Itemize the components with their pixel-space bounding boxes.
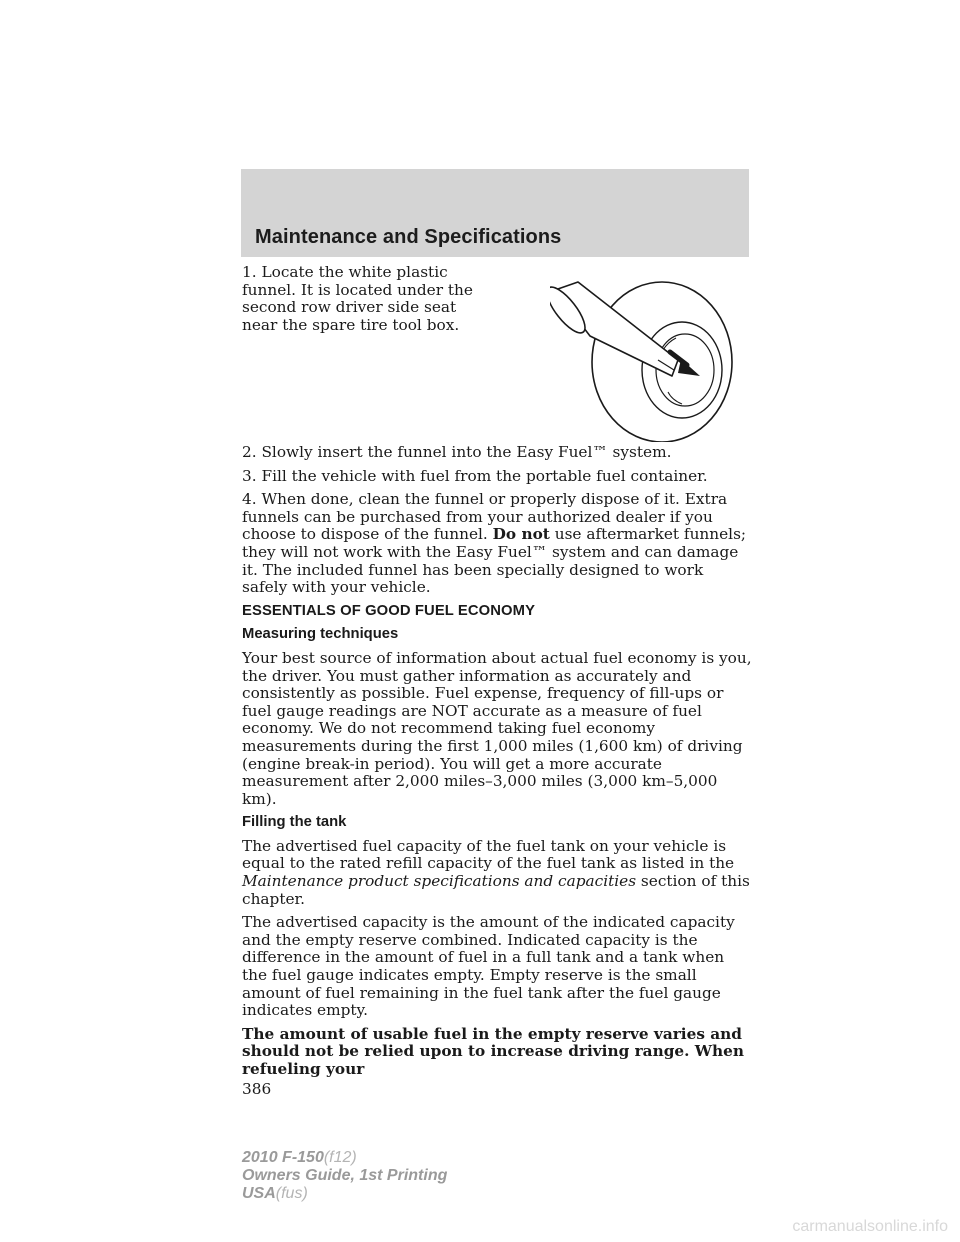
footer-market-line <box>242 1185 447 1203</box>
section-header-band <box>241 169 749 257</box>
filling-text <box>242 838 752 908</box>
step-3-text: 3. Fill the vehicle with fuel from the portable fuel container. <box>242 466 708 485</box>
page-number: 386 <box>242 1079 272 1098</box>
filling-text-end: section of this chapter. <box>242 872 750 908</box>
step-4-text-start: 4. When done, clean the funnel or properly dispose of it. Extra funnels can be purchased from your authorized dealer if you choose to dispose of the funnel. <box>242 490 728 544</box>
watermark-text: carmanualsonline.info <box>792 1218 948 1235</box>
page-content <box>242 264 752 1098</box>
step-2-text: 2. Slowly insert the funnel into the Easy Fuel™ system. <box>242 443 672 461</box>
measuring-heading: Measuring techniques <box>242 626 399 643</box>
footer-guide: Owners Guide, 1st Printing <box>242 1167 448 1184</box>
section-heading: ESSENTIALS OF GOOD FUEL ECONOMY <box>242 602 536 619</box>
footer-model-code: (f12) <box>323 1149 357 1166</box>
print-footer <box>242 1149 447 1203</box>
measuring-text: Your best source of information about actual fuel economy is you, the driver. You must gather information as accurately and consistently as possible. Fuel expense, frequency of fill-ups or fuel gauge readings are NOT accurate as a measure of fuel economy. We do not recommend taking fuel economy measurements during the first 1,000 miles (1,600 km) of driving (engine break-in period). You will get a more accurate measurement after 2,000 miles–3,000 miles (3,000 km–5,000 km). <box>242 648 752 808</box>
capacity-text: The advertised capacity is the amount of the indicated capacity and the empty reserve combined. Indicated capacity is the difference in the amount of fuel in a full tank and a tank when the fuel gauge indicates empty. Empty reserve is the small amount of fuel remaining in the fuel tank after the fuel gauge indicates empty. <box>242 913 735 1020</box>
step-4-text <box>242 491 752 597</box>
section-title: Maintenance and Specifications <box>255 226 562 248</box>
footer-market: USA <box>242 1185 276 1202</box>
step-4-text-end: use aftermarket funnels; they will not work with the Easy Fuel™ system and can damage it. The included funnel has been specially designed to work safely with your vehicle. <box>242 525 747 597</box>
capacities-section-reference: Maintenance product specifications and capacities <box>242 872 637 891</box>
filling-text-start: The advertised fuel capacity of the fuel tank on your vehicle is equal to the rated refill capacity of the fuel tank as listed in the <box>242 836 735 873</box>
footer-model: 2010 F-150 <box>242 1149 324 1166</box>
step-1-text: 1. Locate the white plastic funnel. It is located under the second row driver side seat near the spare tire tool box. <box>242 263 473 334</box>
footer-market-code: (fus) <box>275 1185 308 1202</box>
step-4-emphasis: Do not <box>492 525 550 544</box>
filling-heading: Filling the tank <box>242 814 347 831</box>
footer-model-line <box>242 1149 447 1167</box>
warning-text: The amount of usable fuel in the empty reserve varies and should not be relied upon to increase driving range. When refueling your <box>242 1024 744 1078</box>
